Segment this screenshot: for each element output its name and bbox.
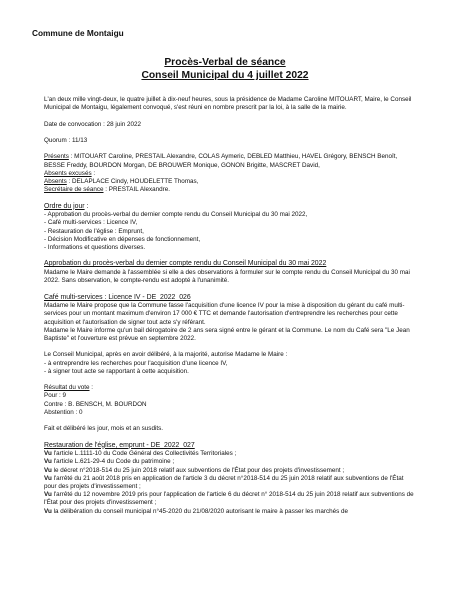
vu-text: l'arrêté du 12 novembre 2019 pris pour l'application de l'article 6 du décret n° 2018-514 du 25 juin 2018 relatif aux subventions de l'État pour des projets d'investissement ; [44,491,414,507]
vu-text: l'article L.621-29-4 du Code du patrimoine ; [51,458,175,466]
quorum: Quorum : 11/13 [44,136,88,144]
section2-para2: Madame le Maire informe qu'un bail dérogatoire de 2 ans sera signé entre le gérant et la Commune. Le nom du Café sera "Le Jean Baptiste" et l'ouverture est prévue en septembre 2022. [44,326,410,342]
vu-line [44,467,414,475]
vote-pour: Pour : 9 [44,392,67,400]
vu-line [44,458,414,466]
section2-para1: Madame le Maire propose que la Commune fasse l'acquisition d'une licence IV pour la mise à disposition du gérant du café multi-services pour un montant maximum d'environ 17 000 € TTC et demande l'autorisation d'entreprendre les recherches pour cette acquisition et l'autorisation de signer tout acte s'y référant. [44,302,405,326]
vu-lead: Vu [44,507,52,515]
vu-lead: Vu [44,450,52,458]
vote-contre: Contre : B. BENSCH, M. BOURDON [44,400,147,408]
vu-line [44,450,414,458]
vu-text: le décret n°2018-514 du 25 juin 2018 relatif aux subventions de l'État pour des projets d'investissement ; [51,466,345,474]
ordre-heading [44,203,414,212]
absents-text: : DELAPLACE Cindy, HOUDELETTE Thomas, [66,177,199,185]
vu-line [44,491,414,507]
intro-paragraph: L'an deux mille vingt-deux, le quatre juillet à dix-neuf heures, sous la présidence de Madame Caroline MITOUART, Maire, le Conseil Municipal de Montaigu, légalement convoqué, s'est réuni en nombre prescrit par la loi, à la salle de la mairie. [44,96,412,112]
ordre-item: - Restauration de l'église : Emprunt, [44,227,144,235]
vu-text: la délibération du conseil municipal n°45-2020 du 21/08/2020 autorisant le maire à passer les marchés de [51,507,349,515]
vu-lead: Vu [44,491,52,499]
presents-text: : MITOUART Caroline, PRESTAIL Alexandre, COLAS Aymeric, DEBLED Matthieu, HAVEL Grégory, BENSCH Benoît, BESSE Freddy, BOURDON Morgan, DE BROUWER Monique, GONON Brigitte, MASCRET David, [44,153,398,169]
section2-list-item: - à signer tout acte se rapportant à cette acquisition. [44,367,189,375]
presents-label: Présents [44,153,69,161]
closing-line: Fait et délibéré les jour, mois et an susdits. [44,425,163,433]
title-line-2: Conseil Municipal du 4 juillet 2022 [141,70,309,81]
ordre-item: - Café multi-services : Licence IV, [44,219,138,227]
ordre-item: - Décision Modificative en dépenses de fonctionnement, [44,235,201,243]
document-body [44,96,414,516]
commune-name: Commune de Montaigu [32,28,124,38]
title-line-1: Procès-Verbal de séance [164,57,286,68]
absents-excuses-text: : [91,169,96,177]
section1-text: Madame le Maire demande à l'assemblée si elle a des observations à formuler sur le compte rendu du Conseil Municipal du 30 mai 2022. Sans observation, le compte-rendu est adopté à l'unanimité. [44,268,410,285]
convocation-date: Date de convocation : 28 juin 2022 [44,120,141,128]
ordre-heading-colon: : [84,202,89,210]
vote-abstention: Abstention : 0 [44,408,83,416]
secretaire-text: : PRESTAIL Alexandre. [103,186,171,194]
vu-line [44,475,414,491]
vu-lead: Vu [44,466,52,474]
vote-label: Résultat du vote [44,384,90,392]
secretaire-line [44,186,414,194]
vote-colon: : [89,384,94,392]
vu-line [44,508,414,516]
section3-heading: Restauration de l'église, emprunt - DE_2022_027 [44,441,195,449]
absents-label: Absents [44,177,67,185]
secretaire-label: Secrétaire de séance [44,186,104,194]
presents-line [44,153,414,169]
absents-line [44,178,414,186]
section2-list-item: - à entreprendre les recherches pour l'acquisition d'une licence IV, [44,359,228,367]
section2-para3: Le Conseil Municipal, après en avoir délibéré, à la majorité, autorise Madame le Maire : [44,351,288,359]
vu-lead: Vu [44,474,52,482]
section2-heading: Café multi-services : Licence IV - DE_2022_026 [44,293,191,301]
vu-text: l'article L.1111-10 du Code Général des Collectivités Territoriales ; [51,450,237,458]
ordre-item: - Approbation du procès-verbal du dernier compte rendu du Conseil Municipal du 30 mai 2022, [44,211,308,219]
section1-heading: Approbation du procès-verbal du dernier compte rendu du Conseil Municipal du 30 mai 2022 [44,260,327,268]
absents-excuses-label: Absents excusés [44,169,92,177]
vote-heading [44,384,414,392]
vu-text: l'arrêté du 21 août 2018 pris en application de l'article 3 du décret n°2018-514 du 25 juin 2018 relatif aux subventions de l'État pour des projets d'investissement ; [44,474,404,490]
ordre-item: - Informations et questions diverses. [44,243,146,251]
vu-lead: Vu [44,458,52,466]
document-title [0,56,450,82]
absents-excuses-line [44,170,414,178]
ordre-heading-label: Ordre du jour [44,202,85,210]
